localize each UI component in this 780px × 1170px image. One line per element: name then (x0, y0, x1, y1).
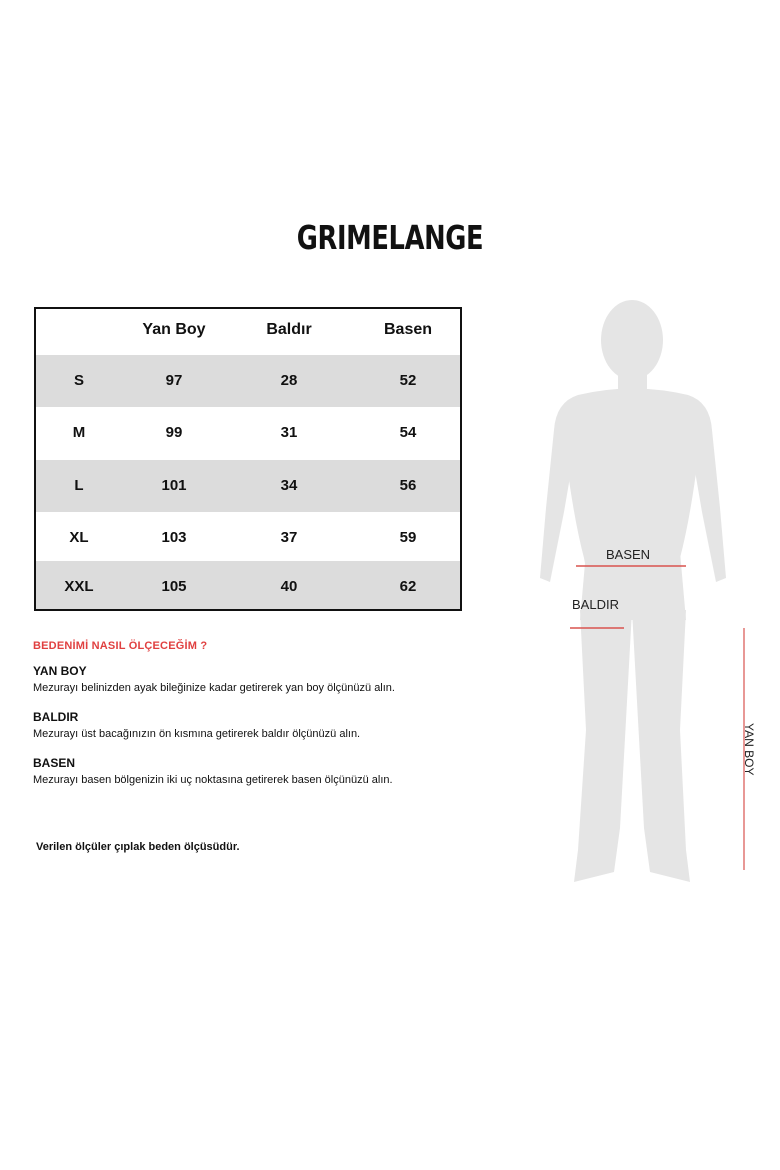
table-header-cell: Baldır (266, 321, 312, 338)
measure-guide (33, 640, 513, 802)
value-cell: 97 (165, 372, 183, 389)
body-silhouette (540, 300, 726, 882)
value-cell: 103 (161, 529, 187, 546)
basen-label: BASEN (606, 547, 651, 562)
size-table (34, 307, 462, 611)
guide-section-title: BASEN (33, 756, 76, 770)
value-cell: 37 (280, 529, 298, 546)
guide-section-title: YAN BOY (33, 664, 87, 678)
table-row (36, 561, 460, 609)
value-cell: 28 (280, 372, 298, 389)
right-leg-shape (632, 610, 690, 882)
guide-section-text: Mezurayı üst bacağınızın ön kısmına getirerek baldır ölçünüzü alın. (33, 728, 361, 740)
value-cell: 52 (399, 372, 417, 389)
value-cell: 54 (399, 424, 417, 441)
size-cell: XXL (64, 578, 94, 595)
table-header-cell: Yan Boy (142, 321, 206, 338)
brand-title: GRIMELANGE (296, 218, 484, 257)
size-cell: XL (69, 529, 89, 546)
size-cell: M (72, 424, 86, 441)
table-row (36, 355, 460, 407)
value-cell: 40 (280, 578, 298, 595)
value-cell: 31 (280, 424, 298, 441)
value-cell: 56 (399, 477, 417, 494)
size-cell: S (73, 372, 84, 389)
table-header-cell: Basen (383, 321, 433, 338)
table-row (36, 460, 460, 512)
left-leg-shape (574, 610, 632, 882)
value-cell: 99 (165, 424, 183, 441)
guide-section-title: BALDIR (33, 710, 79, 724)
table-row (36, 407, 460, 459)
table-row (36, 512, 460, 564)
value-cell: 101 (161, 477, 187, 494)
size-cell: L (74, 477, 84, 494)
head-shape (601, 300, 663, 380)
guide-section-text: Mezurayı belinizden ayak bileğinize kadar getirerek yan boy ölçünüzü alın. (33, 682, 395, 694)
guide-title: BEDENİMİ NASIL ÖLÇECEĞİM ? (33, 640, 208, 652)
baldir-label: BALDIR (572, 597, 619, 612)
value-cell: 62 (399, 578, 417, 595)
size-note: Verilen ölçüler çıplak beden ölçüsüdür. (36, 841, 240, 853)
value-cell: 34 (280, 477, 298, 494)
body-figure (520, 290, 780, 890)
yan-boy-label: YAN BOY (742, 723, 756, 776)
value-cell: 105 (161, 578, 187, 595)
table-header-cell (36, 315, 122, 345)
guide-section-text: Mezurayı basen bölgenizin iki uç noktasına getirerek basen ölçünüzü alın. (33, 774, 393, 786)
value-cell: 59 (399, 529, 417, 546)
